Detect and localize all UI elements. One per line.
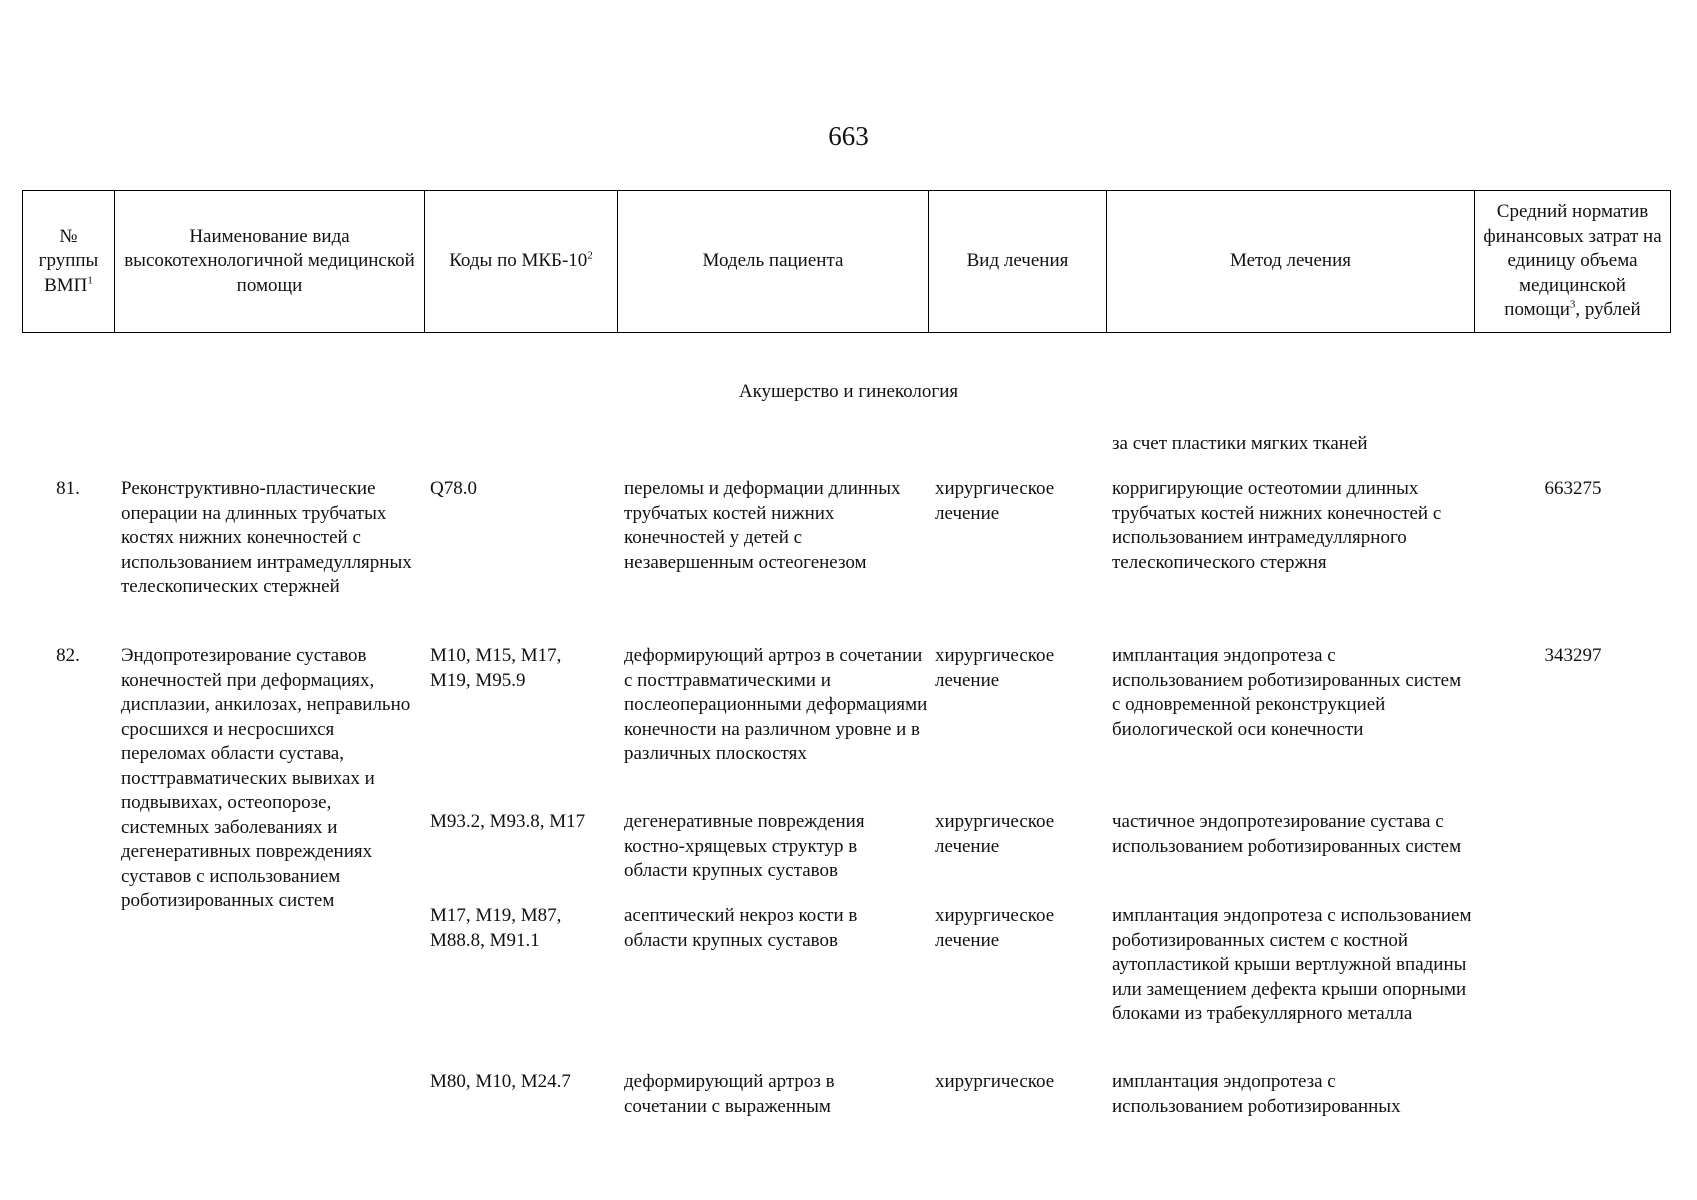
continuation-method-text: за счет пластики мягких тканей [1112, 433, 1368, 454]
row-82-sub-2-type: хирургическое лечение [935, 811, 1055, 857]
row-81-codes: Q78.0 [430, 478, 477, 499]
header-icd-codes: Коды по МКБ-$10^2$ [425, 191, 618, 333]
row-82-sub-3-codes: M17, M19, M87, M88.8, M91.1 [430, 905, 562, 951]
row-82-sub-3-model: асептический некроз кости в области крупных суставов [624, 905, 858, 951]
section-title: Акушерство и гинекология [738, 381, 959, 402]
row-81-cost: 663275 [1544, 478, 1602, 499]
page-number: 663 [828, 121, 869, 151]
row-82-cost: 343297 [1544, 645, 1602, 666]
row-82-sub-3-type: хирургическое лечение [935, 905, 1055, 951]
row-82-sub-4-type: хирургическое [935, 1071, 1055, 1092]
row-82-sub-1-model: деформирующий артроз в сочетании с посттравматическими и послеоперационными деформациями конечности на различном уровне и в различных плоскостях [624, 645, 928, 764]
header-group-number: № группы ВМП$^1$ [23, 191, 115, 333]
row-82-sub-2-codes: M93.2, M93.8, M17 [430, 811, 586, 832]
row-81-method: корригирующие остеотомии длинных трубчатых костей нижних конечностей с использованием интрамедуллярного телескопического стержня [1112, 478, 1442, 573]
header-care-type-name: Наименование вида высокотехнологичной медицинской помощи [115, 191, 425, 333]
header-patient-model: Модель пациента [618, 191, 929, 333]
header-treatment-type: Вид лечения [929, 191, 1107, 333]
header-treatment-method: Метод лечения [1107, 191, 1475, 333]
row-82-sub-4-method: имплантация эндопротеза с использованием роботизированных [1112, 1071, 1401, 1117]
row-82-name: Эндопротезирование суставов конечностей при деформациях, дисплазии, анкилозах, неправильно сросшихся и несросшихся переломах области сустава, посттравматических вывихах и подвывихах, остеопорозе, системных заболеваниях и дегенеративных повреждениях суставов с использованием роботизированных систем [121, 645, 411, 911]
row-81-type: хирургическое лечение [935, 478, 1055, 524]
row-82-sub-1-method: имплантация эндопротеза с использованием роботизированных систем с одновременной реконструкцией биологической оси конечности [1112, 645, 1462, 740]
row-82-sub-4-model: деформирующий артроз в сочетании с выраженным [624, 1071, 835, 1117]
row-81-model: переломы и деформации длинных трубчатых костей нижних конечностей у детей с незавершенным остеогенезом [624, 478, 901, 573]
row-82-sub-4-codes: M80, M10, M24.7 [430, 1071, 571, 1092]
table-header [22, 190, 1671, 333]
header-average-cost: Средний норматив финансовых затрат на единицу объема медицинской помощи$^3$, рублей [1475, 191, 1671, 333]
row-82-sub-1-codes: M10, M15, M17, M19, M95.9 [430, 645, 562, 691]
row-82-sub-1-type: хирургическое лечение [935, 645, 1055, 691]
row-82-number: 82. [56, 645, 80, 666]
row-82-sub-3-method: имплантация эндопротеза с использованием роботизированных систем с костной аутопластикой крыши вертлужной впадины или замещением дефекта крыши опорными блоками из трабекуллярного металла [1112, 905, 1472, 1024]
row-82-sub-2-model: дегенеративные повреждения костно-хрящевых структур в области крупных суставов [624, 811, 865, 881]
row-82-sub-2-method: частичное эндопротезирование сустава с использованием роботизированных систем [1112, 811, 1462, 857]
row-81-number: 81. [56, 478, 80, 499]
row-81-name: Реконструктивно-пластические операции на длинных трубчатых костях нижних конечностей с использованием интрамедуллярных телескопических стержней [121, 478, 412, 597]
